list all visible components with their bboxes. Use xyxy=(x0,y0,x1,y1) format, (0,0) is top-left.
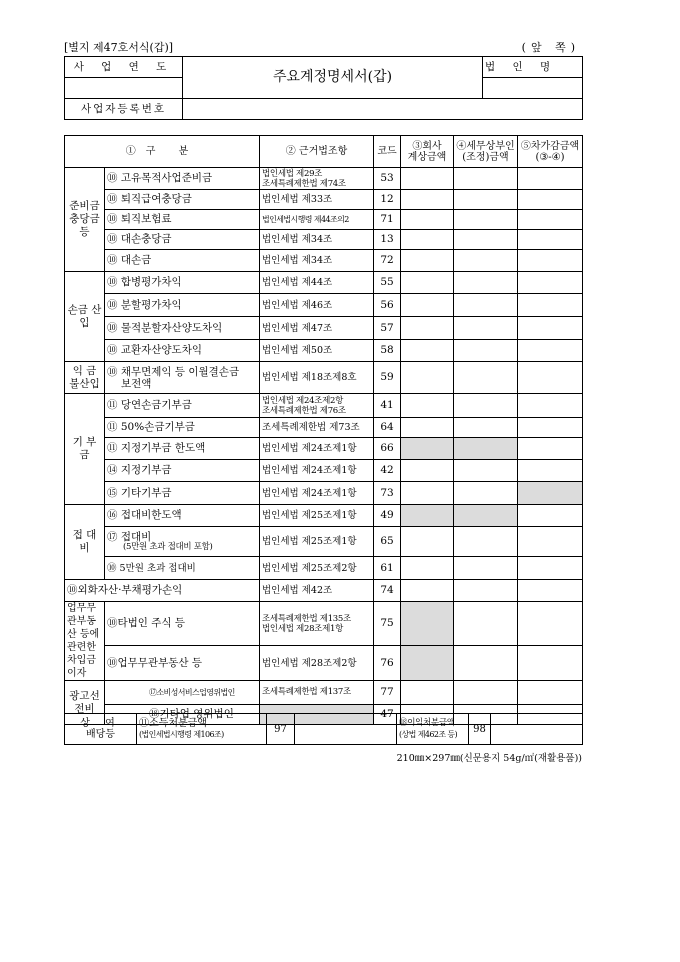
page-side-label: (앞 쪽) xyxy=(521,41,580,54)
amount-cell[interactable] xyxy=(454,272,518,294)
amount-cell[interactable] xyxy=(454,681,518,705)
amount-cell[interactable] xyxy=(401,190,454,210)
amount-cell[interactable] xyxy=(401,168,454,190)
amount-cell[interactable] xyxy=(454,646,518,681)
row-code: 12 xyxy=(374,190,401,210)
col-law: ② 근거법조항 xyxy=(260,136,374,168)
row-law: 법인세법 제28조제2항 xyxy=(260,646,374,681)
row-code: 55 xyxy=(374,272,401,294)
business-year-field[interactable] xyxy=(65,78,183,99)
row-law: 법인세법 제25조제1항 xyxy=(260,505,374,527)
row-item: ⑰소비성서비스업영위법인 xyxy=(105,681,260,705)
income-disposition-amount[interactable] xyxy=(295,714,397,745)
row-item: ⑰ 접대비 (5만원 초과 접대비 포함) xyxy=(105,527,260,557)
row-item: ⑩ 합병평가차익 xyxy=(105,272,260,294)
amount-cell[interactable] xyxy=(401,362,454,394)
row-item: ⑱기타업 영위법인 xyxy=(105,705,260,725)
amount-cell[interactable] xyxy=(401,340,454,362)
amount-cell[interactable] xyxy=(454,190,518,210)
disabled-cell xyxy=(401,602,454,646)
disabled-cell xyxy=(401,646,454,681)
row-law: 법인세법 제44조 xyxy=(260,272,374,294)
row-law: 법인세법 제34조 xyxy=(260,250,374,272)
amount-cell[interactable] xyxy=(401,527,454,557)
amount-cell[interactable] xyxy=(454,362,518,394)
row-item: ⑩외화자산·부채평가손익 xyxy=(65,580,260,602)
amount-cell[interactable] xyxy=(454,580,518,602)
row-item: ⑪ 당연손금기부금 xyxy=(105,394,260,418)
amount-cell[interactable] xyxy=(518,272,583,294)
amount-cell[interactable] xyxy=(454,168,518,190)
disabled-cell xyxy=(454,505,518,527)
category-advertising: 광고선전비 xyxy=(65,681,105,725)
form-label: [별지 제47호서식(갑)] xyxy=(64,41,174,54)
col-division: ①구 분 xyxy=(65,136,260,168)
row-item: ⑩ 퇴직급여충당금 xyxy=(105,190,260,210)
col-tax-adjust: ④세무상부인 (조정)금액 xyxy=(454,136,518,168)
corp-name-label: 법 인 명 xyxy=(483,57,583,78)
row-law: 법인세법 제24조제2항 조세특례제한법 제76조 xyxy=(260,394,374,418)
amount-cell[interactable] xyxy=(401,250,454,272)
amount-cell[interactable] xyxy=(518,460,583,482)
amount-cell[interactable] xyxy=(401,272,454,294)
row-law: 법인세법시행령 제44조의2 xyxy=(260,210,374,230)
amount-cell[interactable] xyxy=(518,168,583,190)
row-code: 59 xyxy=(374,362,401,394)
disabled-cell xyxy=(401,438,454,460)
amount-cell[interactable] xyxy=(401,294,454,317)
row-law: 조세특례제한법 제137조 xyxy=(260,681,374,705)
disabled-cell xyxy=(518,482,583,505)
row-item: ⑩ 분할평가차익 xyxy=(105,294,260,317)
row-item: ⑩ 대손충당금 xyxy=(105,230,260,250)
amount-cell[interactable] xyxy=(518,418,583,438)
row-code: 49 xyxy=(374,505,401,527)
row-code: 13 xyxy=(374,230,401,250)
amount-cell[interactable] xyxy=(401,460,454,482)
category-interest: 업무무관부동산 등에 관련한 차입금이자 xyxy=(65,602,105,681)
row-item: ⑩타법인 주식 등 xyxy=(105,602,260,646)
row-law: 법인세법 제24조제1항 xyxy=(260,438,374,460)
row-item: ⑩ 물적분할자산양도차익 xyxy=(105,317,260,340)
biz-reg-no-field[interactable] xyxy=(183,99,583,120)
row-law: 조세특례제한법 제135조 법인세법 제28조제1항 xyxy=(260,602,374,646)
row-law: 법인세법 제34조 xyxy=(260,230,374,250)
row-code: 58 xyxy=(374,340,401,362)
row-law: 법인세법 제47조 xyxy=(260,317,374,340)
row-item: ⑮ 기타기부금 xyxy=(105,482,260,505)
account-table xyxy=(64,135,583,725)
row-law: 법인세법 제42조 xyxy=(260,580,374,602)
row-item: ⑪ 지정기부금 한도액 xyxy=(105,438,260,460)
form-header-table xyxy=(64,56,583,120)
row-item: ⑩업무무관부동산 등 xyxy=(105,646,260,681)
amount-cell[interactable] xyxy=(518,317,583,340)
row-code: 57 xyxy=(374,317,401,340)
category-loss: 손금 산입 xyxy=(65,272,105,362)
row-item: ⑩ 교환자산양도차익 xyxy=(105,340,260,362)
row-law: 법인세법 제24조제1항 xyxy=(260,460,374,482)
row-law: 법인세법 제25조제2항 xyxy=(260,557,374,580)
biz-reg-no-label: 사업자등록번호 xyxy=(65,99,183,120)
amount-cell[interactable] xyxy=(454,294,518,317)
form-top-line xyxy=(64,39,582,55)
disposition-table xyxy=(64,713,583,745)
row-item: ⑩ 5만원 초과 접대비 xyxy=(105,557,260,580)
row-item: ⑩ 대손금 xyxy=(105,250,260,272)
amount-cell[interactable] xyxy=(454,418,518,438)
row-item: ⑩ 퇴직보험료 xyxy=(105,210,260,230)
amount-cell[interactable] xyxy=(454,527,518,557)
category-donation: 기 부 금 xyxy=(65,394,105,505)
amount-cell[interactable] xyxy=(454,317,518,340)
corp-name-field[interactable] xyxy=(483,78,583,99)
row-item: ⑯ 접대비한도액 xyxy=(105,505,260,527)
amount-cell[interactable] xyxy=(401,394,454,418)
amount-cell[interactable] xyxy=(454,230,518,250)
row-law: 법인세법 제46조 xyxy=(260,294,374,317)
amount-cell[interactable] xyxy=(518,210,583,230)
amount-cell[interactable] xyxy=(401,482,454,505)
row-code: 76 xyxy=(374,646,401,681)
row-code: 77 xyxy=(374,681,401,705)
row-law: 법인세법 제18조제8호 xyxy=(260,362,374,394)
amount-cell[interactable] xyxy=(518,580,583,602)
category-entertainment: 접 대 비 xyxy=(65,505,105,580)
amount-cell[interactable] xyxy=(518,646,583,681)
amount-cell[interactable] xyxy=(454,250,518,272)
row-item: ⑩ 고유목적사업준비금 xyxy=(105,168,260,190)
col-code: 코드 xyxy=(374,136,401,168)
col-net-amount: ⑤차가감금액 (③-④) xyxy=(518,136,583,168)
amount-cell[interactable] xyxy=(518,505,583,527)
amount-cell[interactable] xyxy=(518,602,583,646)
amount-cell[interactable] xyxy=(518,394,583,418)
amount-cell[interactable] xyxy=(518,190,583,210)
amount-cell[interactable] xyxy=(518,527,583,557)
amount-cell[interactable] xyxy=(401,210,454,230)
amount-cell[interactable] xyxy=(454,482,518,505)
row-item: ⑭ 지정기부금 xyxy=(105,460,260,482)
form-title: 주요계정명세서(갑) xyxy=(183,57,483,99)
profit-disposition-code: 98 xyxy=(469,714,491,745)
business-year-label: 사 업 연 도 xyxy=(65,57,183,78)
row-code: 56 xyxy=(374,294,401,317)
amount-cell[interactable] xyxy=(401,580,454,602)
row-code: 47 xyxy=(374,705,401,725)
amount-cell[interactable] xyxy=(454,602,518,646)
row-law: 조세특례제한법 제73조 xyxy=(260,418,374,438)
amount-cell[interactable] xyxy=(518,340,583,362)
amount-cell[interactable] xyxy=(454,340,518,362)
amount-cell[interactable] xyxy=(518,438,583,460)
amount-cell[interactable] xyxy=(454,557,518,580)
row-code: 41 xyxy=(374,394,401,418)
row-code: 75 xyxy=(374,602,401,646)
row-item: ⑩ 채무면제익 등 이월결손금 보전액 xyxy=(105,362,260,394)
profit-disposition-amount[interactable] xyxy=(491,714,583,745)
row-code: 72 xyxy=(374,250,401,272)
amount-cell[interactable] xyxy=(518,250,583,272)
amount-cell[interactable] xyxy=(401,317,454,340)
income-disposition-label: ⑪소득처분금액 (법인세법시행령 제106조) xyxy=(137,714,267,745)
paper-spec-note: 210㎜×297㎜(신문용지 54g/㎡(재활용품)) xyxy=(396,753,582,764)
profit-disposition-label: ⑱이익처분금액 (상법 제462조 등) xyxy=(397,714,469,745)
disabled-cell xyxy=(454,438,518,460)
amount-cell[interactable] xyxy=(401,681,454,705)
row-code: 61 xyxy=(374,557,401,580)
amount-cell[interactable] xyxy=(454,394,518,418)
amount-cell[interactable] xyxy=(401,557,454,580)
col-company-amount: ③회사 계상금액 xyxy=(401,136,454,168)
amount-cell[interactable] xyxy=(454,460,518,482)
row-code: 53 xyxy=(374,168,401,190)
row-code: 65 xyxy=(374,527,401,557)
amount-cell[interactable] xyxy=(518,557,583,580)
amount-cell[interactable] xyxy=(401,418,454,438)
row-item: ⑪ 50%손금기부금 xyxy=(105,418,260,438)
row-code: 74 xyxy=(374,580,401,602)
amount-cell[interactable] xyxy=(518,681,583,705)
amount-cell[interactable] xyxy=(454,210,518,230)
row-law: 법인세법 제50조 xyxy=(260,340,374,362)
disposition-label: 상 여 배당등 xyxy=(65,714,137,745)
income-disposition-code: 97 xyxy=(267,714,295,745)
row-law: 법인세법 제25조제1항 xyxy=(260,527,374,557)
amount-cell[interactable] xyxy=(518,230,583,250)
amount-cell[interactable] xyxy=(401,230,454,250)
row-law: 법인세법 제24조제1항 xyxy=(260,482,374,505)
row-code: 71 xyxy=(374,210,401,230)
row-law: 법인세법 제33조 xyxy=(260,190,374,210)
row-code: 64 xyxy=(374,418,401,438)
amount-cell[interactable] xyxy=(518,294,583,317)
category-profit: 익 금 불산입 xyxy=(65,362,105,394)
disabled-cell xyxy=(401,505,454,527)
amount-cell[interactable] xyxy=(518,362,583,394)
row-code: 73 xyxy=(374,482,401,505)
category-reserve: 준비금 충당금 등 xyxy=(65,168,105,272)
row-code: 42 xyxy=(374,460,401,482)
row-code: 66 xyxy=(374,438,401,460)
row-law: 법인세법 제29조 조세특례제한법 제74조 xyxy=(260,168,374,190)
